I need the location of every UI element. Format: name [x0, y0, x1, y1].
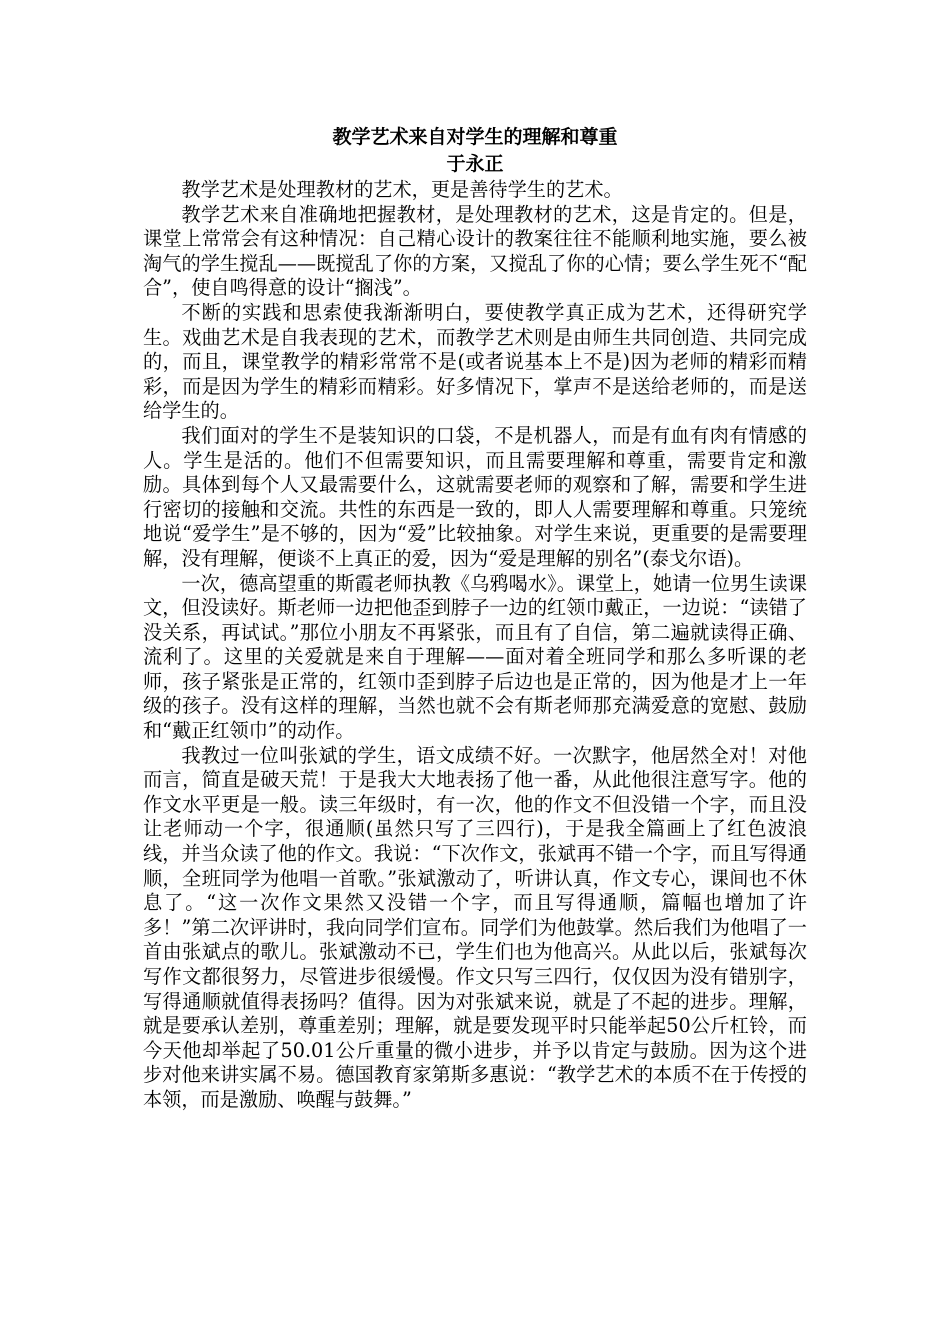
paragraph-4: 我们面对的学生不是装知识的口袋，不是机器人，而是有血有肉有情感的人。学生是活的。他们不但需要知识，而且需要理解和尊重，需要肯定和激励。具体到每个人又最需要什么，这就需要老师的观察和了解，需要和学生进行密切的接触和交流。共性的东西是一致的，即人人需要理解和尊重。只笼统地说“爱学生”是不够的，因为“爱”比较抽象。对学生来说，更重要的是需要理解，没有理解，便谈不上真正的爱，因为“爱是理解的别名”(泰戈尔语)。: [143, 423, 807, 570]
paragraph-5: 一次，德高望重的斯霞老师执教《乌鸦喝水》。课堂上，她请一位男生读课文，但没读好。斯老师一边把他歪到脖子一边的红领巾戴正，一边说：“读错了没关系，再试试。”那位小朋友不再紧张，而且有了自信，第二遍就读得正确、流利了。这里的关爱就是来自于理解——面对着全班同学和那么多听课的老师，孩子紧张是正常的，红领巾歪到脖子后边也是正常的，因为他是才上一年级的孩子。没有这样的理解，当然也就不会有斯老师那充满爱意的宽慰、鼓励和“戴正红领巾”的动作。: [143, 571, 807, 743]
document-title: 教学艺术来自对学生的理解和尊重: [332, 126, 618, 148]
paragraph-2: 教学艺术来自准确地把握教材，是处理教材的艺术，这是肯定的。但是，课堂上常常会有这种情况：自己精心设计的教案往往不能顺利地实施，要么被淘气的学生搅乱——既搅乱了你的方案，又搅乱了你的心情；要么学生死不“配合”，使自鸣得意的设计“搁浅”。: [143, 202, 807, 300]
paragraph-6: 我教过一位叫张斌的学生，语文成绩不好。一次默字，他居然全对！对他而言，简直是破天荒！于是我大大地表扬了他一番，从此他很注意写字。他的作文水平更是一般。读三年级时，有一次，他的作文不但没错一个字，而且没让老师动一个字，很通顺(虽然只写了三四行)，于是我全篇画上了红色波浪线，并当众读了他的作文。我说：“下次作文，张斌再不错一个字，而且写得通顺，全班同学为他唱一首歌。”张斌激动了，听讲认真，作文专心，课间也不休息了。“这一次作文果然又没错一个字，而且写得通顺，篇幅也增加了许多！”第二次评讲时，我向同学们宣布。同学们为他鼓掌。然后我们为他唱了一首由张斌点的歌儿。张斌激动不已，学生们也为他高兴。从此以后，张斌每次写作文都很努力，尽管进步很缓慢。作文只写三四行，仅仅因为没有错别字，写得通顺就值得表扬吗？值得。因为对张斌来说，就是了不起的进步。理解，就是要承认差别，尊重差别；理解，就是要发现平时只能举起50公斤杠铃，而今天他却举起了50.01公斤重量的微小进步，并予以肯定与鼓励。因为这个进步对他来讲实属不易。德国教育家第斯多惠说：“教学艺术的本质不在于传授的本领，而是激励、唤醒与鼓舞。”: [143, 743, 807, 1111]
document-author: 于永正: [446, 153, 504, 175]
paragraph-1: 教学艺术是处理教材的艺术，更是善待学生的艺术。: [181, 178, 623, 201]
paragraph-3: 不断的实践和思索使我渐渐明白，要使教学真正成为艺术，还得研究学生。戏曲艺术是自我表现的艺术，而教学艺术则是由师生共同创造、共同完成的，而且，课堂教学的精彩常常不是(或者说基本上不是)因为老师的精彩而精彩，而是因为学生的精彩而精彩。好多情况下，掌声不是送给老师的，而是送给学生的。: [143, 300, 807, 423]
document-body: [143, 124, 807, 1113]
